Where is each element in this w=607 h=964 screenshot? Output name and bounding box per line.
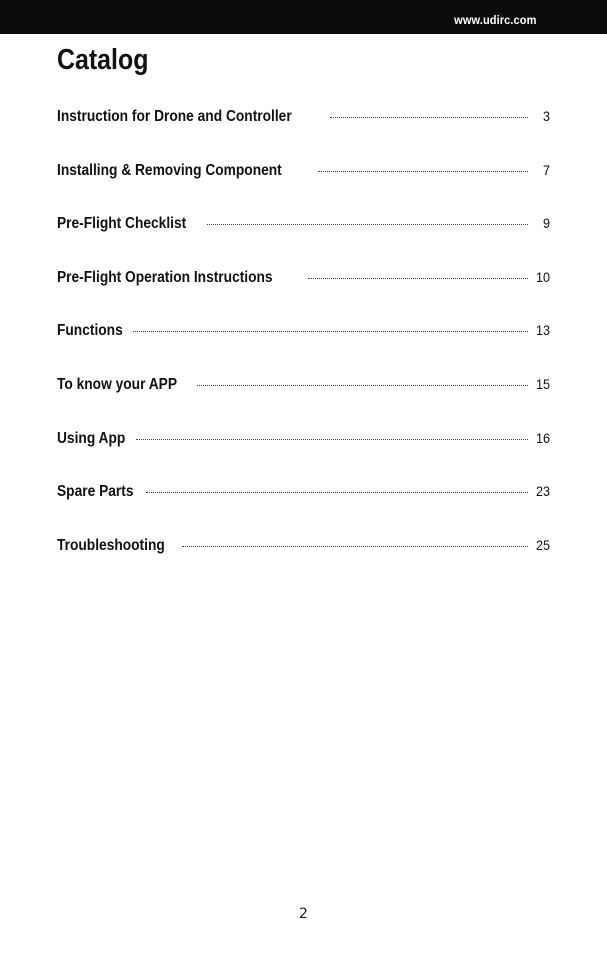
toc-entry-page: 23 bbox=[535, 483, 550, 500]
header-bar bbox=[0, 0, 607, 34]
toc-entry-title: Troubleshooting bbox=[57, 536, 165, 554]
toc-entry-page: 7 bbox=[542, 161, 550, 178]
dot-leader bbox=[182, 546, 528, 547]
toc-entry[interactable] bbox=[57, 211, 550, 265]
page-number: 2 bbox=[299, 906, 308, 922]
toc-entry-title: Pre-Flight Operation Instructions bbox=[57, 268, 273, 286]
toc-entry-page: 10 bbox=[535, 268, 550, 285]
toc-entry-title: Spare Parts bbox=[57, 483, 134, 501]
toc-entry-title: Using App bbox=[57, 429, 126, 447]
table-of-contents bbox=[57, 104, 550, 586]
toc-entry[interactable] bbox=[57, 479, 550, 533]
toc-entry-title: To know your APP bbox=[57, 375, 178, 393]
toc-entry-title: Pre-Flight Checklist bbox=[57, 215, 187, 233]
dot-leader bbox=[146, 492, 528, 493]
toc-entry-page: 9 bbox=[542, 215, 550, 232]
toc-entry-title: Functions bbox=[57, 322, 123, 340]
toc-entry[interactable] bbox=[57, 318, 550, 372]
dot-leader bbox=[330, 117, 528, 118]
toc-entry-page: 13 bbox=[535, 322, 550, 339]
dot-leader bbox=[133, 331, 528, 332]
toc-entry-title: Installing & Removing Component bbox=[57, 161, 282, 179]
site-url: www.udirc.com bbox=[454, 13, 537, 27]
dot-leader bbox=[308, 278, 528, 279]
toc-entry[interactable] bbox=[57, 158, 550, 212]
page-title: Catalog bbox=[57, 44, 149, 76]
toc-entry-title: Instruction for Drone and Controller bbox=[57, 108, 292, 125]
toc-entry-page: 16 bbox=[535, 429, 550, 446]
toc-entry-page: 15 bbox=[535, 375, 550, 392]
dot-leader bbox=[197, 385, 528, 386]
dot-leader bbox=[207, 224, 528, 225]
dot-leader bbox=[318, 171, 528, 172]
toc-entry[interactable] bbox=[57, 265, 550, 319]
toc-entry[interactable] bbox=[57, 426, 550, 480]
toc-entry-page: 25 bbox=[535, 536, 550, 553]
toc-entry-page: 3 bbox=[542, 108, 550, 124]
dot-leader bbox=[136, 439, 528, 440]
toc-entry[interactable] bbox=[57, 372, 550, 426]
toc-entry[interactable] bbox=[57, 533, 550, 587]
toc-entry[interactable] bbox=[57, 104, 550, 158]
